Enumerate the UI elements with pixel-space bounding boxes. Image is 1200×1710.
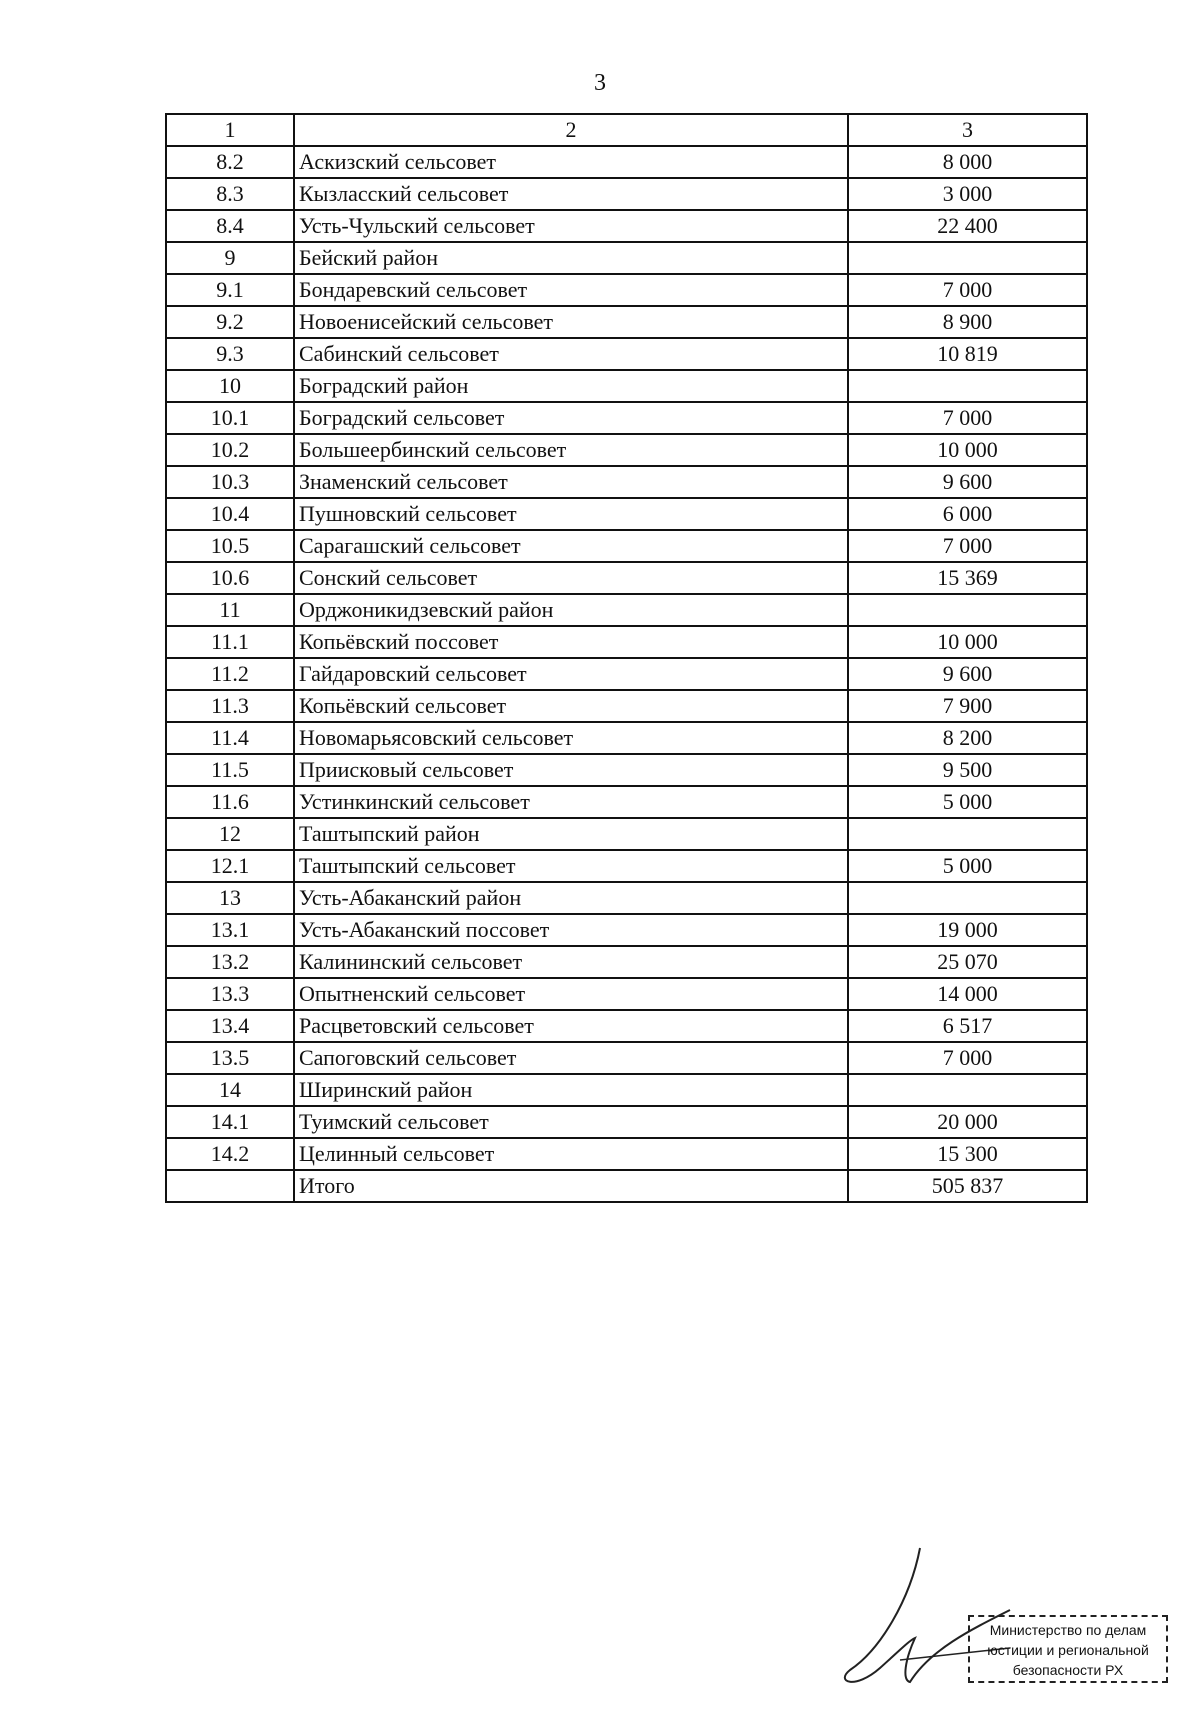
table-row: [166, 850, 1087, 882]
table-row: [166, 530, 1087, 562]
row-value-cell: [848, 242, 1087, 274]
table-row: [166, 466, 1087, 498]
row-name-cell: Боградский район: [294, 370, 848, 402]
row-name-cell: Большеербинский сельсовет: [294, 434, 848, 466]
row-name-cell: Туимский сельсовет: [294, 1106, 848, 1138]
table-row: [166, 210, 1087, 242]
row-value-cell: 9 600: [848, 658, 1087, 690]
row-number-cell: 10.3: [166, 466, 294, 498]
table-row: [166, 274, 1087, 306]
row-name-cell: Итого: [294, 1170, 848, 1202]
table-row: [166, 882, 1087, 914]
row-name-cell: Боградский сельсовет: [294, 402, 848, 434]
row-value-cell: [848, 594, 1087, 626]
row-value-cell: 505 837: [848, 1170, 1087, 1202]
row-name-cell: Кызласский сельсовет: [294, 178, 848, 210]
row-name-cell: Сабинский сельсовет: [294, 338, 848, 370]
row-value-cell: 14 000: [848, 978, 1087, 1010]
row-value-cell: 15 300: [848, 1138, 1087, 1170]
header-cell-value: 3: [848, 114, 1087, 146]
row-value-cell: 7 000: [848, 402, 1087, 434]
row-number-cell: 12.1: [166, 850, 294, 882]
row-name-cell: Знаменский сельсовет: [294, 466, 848, 498]
row-name-cell: Сарагашский сельсовет: [294, 530, 848, 562]
table-row: [166, 658, 1087, 690]
row-number-cell: 11.4: [166, 722, 294, 754]
table-row: [166, 818, 1087, 850]
row-name-cell: Таштыпский сельсовет: [294, 850, 848, 882]
table-row: [166, 146, 1087, 178]
row-number-cell: 13: [166, 882, 294, 914]
row-name-cell: Усть-Абаканский поссовет: [294, 914, 848, 946]
row-number-cell: 11: [166, 594, 294, 626]
header-cell-number: 1: [166, 114, 294, 146]
row-number-cell: 10.4: [166, 498, 294, 530]
row-number-cell: 14.2: [166, 1138, 294, 1170]
row-name-cell: Расцветовский сельсовет: [294, 1010, 848, 1042]
row-number-cell: 10: [166, 370, 294, 402]
row-name-cell: Калининский сельсовет: [294, 946, 848, 978]
row-value-cell: 8 200: [848, 722, 1087, 754]
row-value-cell: 10 000: [848, 626, 1087, 658]
row-number-cell: 11.2: [166, 658, 294, 690]
stamp-line-3: безопасности РХ: [1012, 1662, 1124, 1678]
row-value-cell: 8 000: [848, 146, 1087, 178]
row-number-cell: [166, 1170, 294, 1202]
row-name-cell: Аскизский сельсовет: [294, 146, 848, 178]
row-value-cell: 8 900: [848, 306, 1087, 338]
row-value-cell: 20 000: [848, 1106, 1087, 1138]
row-value-cell: 10 000: [848, 434, 1087, 466]
row-value-cell: 6 000: [848, 498, 1087, 530]
table-row: [166, 498, 1087, 530]
row-name-cell: Приисковый сельсовет: [294, 754, 848, 786]
row-name-cell: Копьёвский поссовет: [294, 626, 848, 658]
table-row: [166, 1106, 1087, 1138]
row-value-cell: 9 500: [848, 754, 1087, 786]
row-number-cell: 13.4: [166, 1010, 294, 1042]
table-row: [166, 594, 1087, 626]
row-number-cell: 13.1: [166, 914, 294, 946]
table-row: [166, 306, 1087, 338]
row-name-cell: Копьёвский сельсовет: [294, 690, 848, 722]
row-number-cell: 11.6: [166, 786, 294, 818]
row-number-cell: 9.1: [166, 274, 294, 306]
table-row: [166, 722, 1087, 754]
table-body: [166, 114, 1087, 1202]
table-row: [166, 562, 1087, 594]
row-value-cell: 7 900: [848, 690, 1087, 722]
table-row: [166, 242, 1087, 274]
table-row: [166, 1170, 1087, 1202]
row-value-cell: 5 000: [848, 786, 1087, 818]
row-name-cell: Гайдаровский сельсовет: [294, 658, 848, 690]
row-value-cell: 7 000: [848, 1042, 1087, 1074]
row-value-cell: 19 000: [848, 914, 1087, 946]
row-number-cell: 8.3: [166, 178, 294, 210]
row-name-cell: Бейский район: [294, 242, 848, 274]
row-number-cell: 8.4: [166, 210, 294, 242]
row-name-cell: Сонский сельсовет: [294, 562, 848, 594]
row-number-cell: 11.1: [166, 626, 294, 658]
row-number-cell: 10.1: [166, 402, 294, 434]
row-value-cell: [848, 1074, 1087, 1106]
row-name-cell: Усть-Чульский сельсовет: [294, 210, 848, 242]
table-row: [166, 178, 1087, 210]
row-name-cell: Бондаревский сельсовет: [294, 274, 848, 306]
row-name-cell: Устинкинский сельсовет: [294, 786, 848, 818]
row-value-cell: 9 600: [848, 466, 1087, 498]
table-row: [166, 1010, 1087, 1042]
table-row: [166, 370, 1087, 402]
row-number-cell: 14: [166, 1074, 294, 1106]
row-value-cell: 22 400: [848, 210, 1087, 242]
page-number: 3: [594, 70, 606, 96]
row-number-cell: 11.3: [166, 690, 294, 722]
table-row: [166, 690, 1087, 722]
table-row: [166, 914, 1087, 946]
row-name-cell: Новомарьясовский сельсовет: [294, 722, 848, 754]
stamp-line-1: Министерство по делам: [989, 1622, 1147, 1638]
row-number-cell: 10.2: [166, 434, 294, 466]
row-value-cell: 7 000: [848, 530, 1087, 562]
row-name-cell: Целинный сельсовет: [294, 1138, 848, 1170]
row-number-cell: 9.3: [166, 338, 294, 370]
table-row: [166, 1138, 1087, 1170]
table-row: [166, 754, 1087, 786]
row-number-cell: 10.6: [166, 562, 294, 594]
row-value-cell: [848, 370, 1087, 402]
row-name-cell: Таштыпский район: [294, 818, 848, 850]
row-name-cell: Новоенисейский сельсовет: [294, 306, 848, 338]
row-name-cell: Пушновский сельсовет: [294, 498, 848, 530]
row-number-cell: 8.2: [166, 146, 294, 178]
row-number-cell: 14.1: [166, 1106, 294, 1138]
table-row: [166, 402, 1087, 434]
row-name-cell: Усть-Абаканский район: [294, 882, 848, 914]
allocation-table: [165, 113, 1088, 1203]
table-row: [166, 946, 1087, 978]
table-row: [166, 786, 1087, 818]
row-number-cell: 10.5: [166, 530, 294, 562]
table-row: [166, 1042, 1087, 1074]
row-number-cell: 9: [166, 242, 294, 274]
row-value-cell: [848, 882, 1087, 914]
row-name-cell: Ширинский район: [294, 1074, 848, 1106]
table-row: [166, 1074, 1087, 1106]
row-name-cell: Сапоговский сельсовет: [294, 1042, 848, 1074]
row-value-cell: 5 000: [848, 850, 1087, 882]
row-value-cell: 3 000: [848, 178, 1087, 210]
table-row: [166, 338, 1087, 370]
row-number-cell: 13.2: [166, 946, 294, 978]
row-name-cell: Орджоникидзевский район: [294, 594, 848, 626]
row-number-cell: 13.3: [166, 978, 294, 1010]
ministry-stamp: [968, 1615, 1168, 1683]
row-number-cell: 11.5: [166, 754, 294, 786]
row-value-cell: 6 517: [848, 1010, 1087, 1042]
row-number-cell: 13.5: [166, 1042, 294, 1074]
table-row: [166, 434, 1087, 466]
row-value-cell: 7 000: [848, 274, 1087, 306]
table-row: [166, 626, 1087, 658]
table-header-row: [166, 114, 1087, 146]
row-value-cell: 10 819: [848, 338, 1087, 370]
stamp-line-2: юстиции и региональной: [987, 1642, 1149, 1658]
header-cell-name: 2: [294, 114, 848, 146]
row-value-cell: 25 070: [848, 946, 1087, 978]
row-name-cell: Опытненский сельсовет: [294, 978, 848, 1010]
row-number-cell: 12: [166, 818, 294, 850]
row-number-cell: 9.2: [166, 306, 294, 338]
row-value-cell: [848, 818, 1087, 850]
table-row: [166, 978, 1087, 1010]
row-value-cell: 15 369: [848, 562, 1087, 594]
